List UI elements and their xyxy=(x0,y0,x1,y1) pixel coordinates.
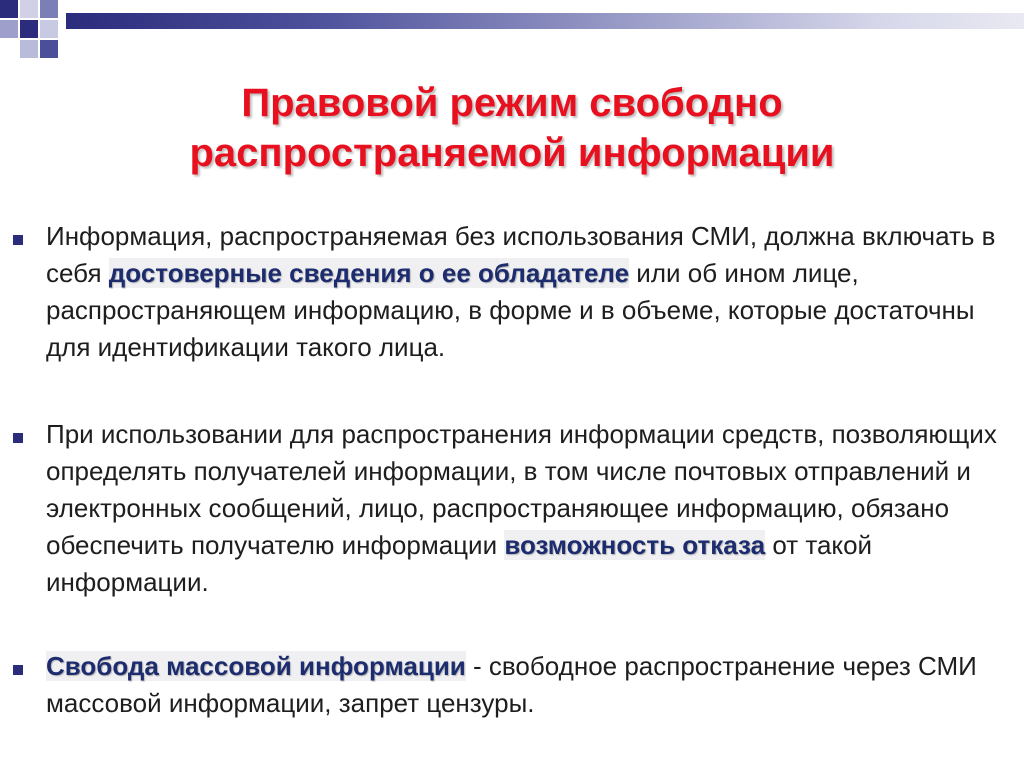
bullet-text xyxy=(46,416,1006,601)
slide-title-line: Правовой режим свободно xyxy=(241,81,783,125)
bullet-text-plain: - свободное распространение через СМИ массовой информации, запрет цензуры. xyxy=(46,651,977,718)
bullet-text-plain: При использовании для распространения информации средств, позволяющих определять получателей информации, в том числе почтовых отправлений и электронных сообщений, лицо, распространяющее информацию, обязано обеспечить получателю информации xyxy=(46,419,997,560)
decor-square xyxy=(20,40,38,58)
bullet-text-plain: от такой информации. xyxy=(46,530,873,597)
bullet-highlight: достоверные сведения о ее обладателе xyxy=(108,258,630,288)
decor-square xyxy=(40,0,58,18)
decor-gradient-bar xyxy=(66,13,1024,29)
square-bullet-icon xyxy=(13,665,23,675)
decor-square xyxy=(40,40,58,58)
bullet-text xyxy=(46,648,1006,722)
decor-square xyxy=(0,0,18,18)
bullet-highlight: Свобода массовой информации xyxy=(46,651,466,681)
bullet-text-plain: или об ином лице, распространяющем информацию, в форме и в объеме, которые достаточны для идентификации такого лица. xyxy=(46,258,975,362)
bullet-highlight: возможность отказа xyxy=(504,530,766,560)
square-bullet-icon xyxy=(13,235,23,245)
decor-square xyxy=(20,0,38,18)
bullet-text-plain: Информация, распространяемая без использования СМИ, должна включать в себя xyxy=(46,221,996,288)
slide-title xyxy=(60,78,964,178)
decor-square xyxy=(40,20,58,38)
square-bullet-icon xyxy=(13,433,23,443)
slide-title-line: распространяемой информации xyxy=(189,131,835,175)
decor-square xyxy=(20,20,38,38)
decor-square xyxy=(0,20,18,38)
bullet-text xyxy=(46,218,1006,366)
top-decoration xyxy=(0,0,1024,60)
